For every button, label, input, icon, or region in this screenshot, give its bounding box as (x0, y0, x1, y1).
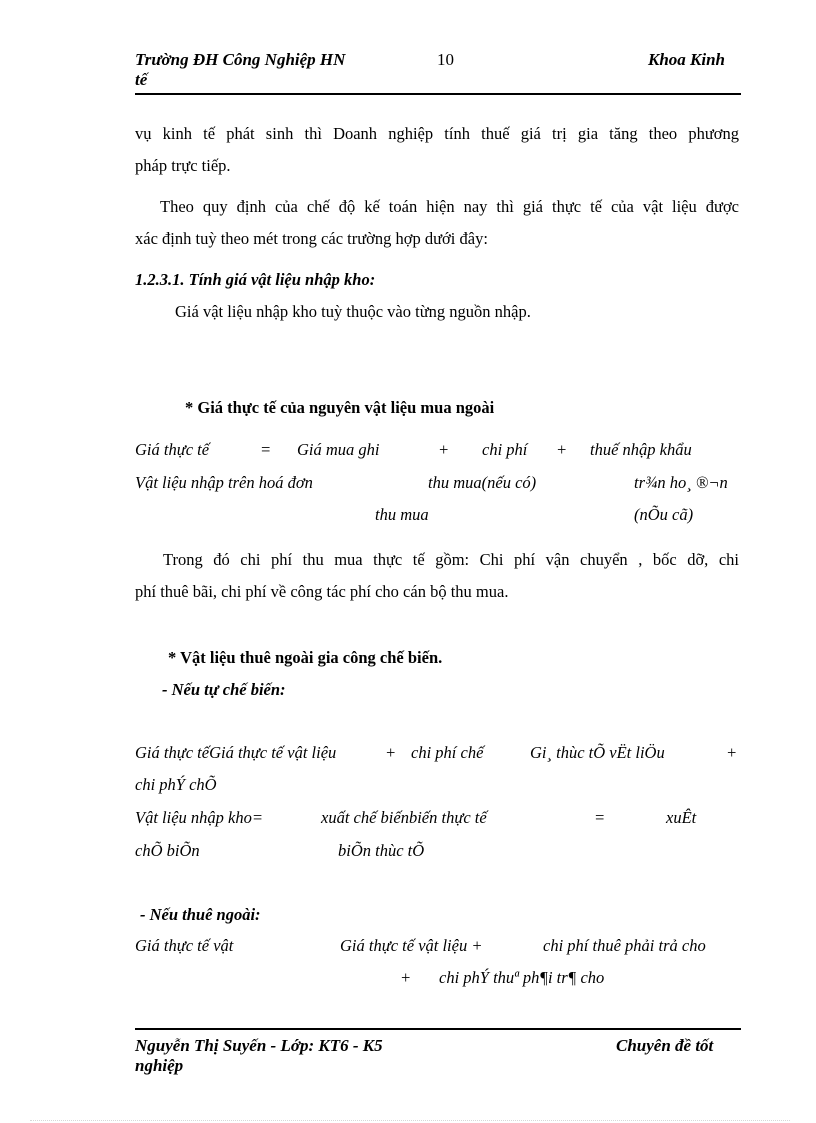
f2-d2: biÕn thùc tÕ (338, 841, 425, 860)
f1-a7: thuế nhập khẩu (590, 440, 692, 459)
f1-b1: Vật liệu nhập trên hoá đơn (135, 473, 313, 492)
f1-a3: Giá mua ghi (297, 440, 380, 459)
f2-c2: xuất chế biếnbiến thực tế (321, 808, 487, 827)
sub2b-title: - Nếu thuê ngoài: (140, 905, 261, 924)
page-bottom-edge (30, 1120, 790, 1121)
page-number: 10 (437, 50, 454, 69)
sub1-title: * Giá thực tế của nguyên vật liệu mua ngoài (185, 398, 495, 417)
f1-c1: thu mua (375, 505, 429, 524)
f2-d1: chÕ biÕn (135, 841, 200, 860)
para1-line2: pháp trực tiếp. (135, 156, 231, 175)
f3-a3: chi phí thuê phải trả cho (543, 936, 706, 955)
f1-c2: (nÕu cã) (634, 505, 694, 524)
sub2-title: * Vật liệu thuê ngoài gia công chế biến. (168, 648, 443, 667)
f2-a4: Gi¸ thùc tÕ vËt liÖu (530, 743, 665, 762)
f1-a1: Giá thực tế (135, 440, 210, 459)
header-continuation: tế (135, 70, 148, 89)
f1-b2: thu mua(nếu có) (428, 473, 537, 492)
f2-a5: + (726, 743, 738, 762)
f2-c4: xuÊt (666, 808, 697, 827)
f2-a3: chi phí chế (411, 743, 484, 762)
para2-line2: xác định tuỳ theo mét trong các trường hợp dưới đây: (135, 229, 488, 248)
footer-continuation: nghiệp (135, 1056, 184, 1075)
f3-a2: Giá thực tế vật liệu + (340, 936, 483, 955)
f1-a2: = (260, 440, 272, 459)
f1-a5: chi phí (482, 440, 528, 459)
f2-b1: chi phÝ chÕ (135, 775, 217, 794)
header-school: Trường ĐH Công Nghiệp HN (135, 50, 346, 69)
para3: Giá vật liệu nhập kho tuỳ thuộc vào từng nguồn nhập. (175, 302, 531, 321)
f2-c3: = (594, 808, 606, 827)
f1-a6: + (556, 440, 568, 459)
f3-b2: chi phÝ thuª ph¶i tr¶ cho (439, 968, 605, 987)
footer-author: Nguyễn Thị Suyến - Lớp: KT6 - K5 (135, 1036, 383, 1055)
f2-a1: Giá thực tếGiá thực tế vật liệu (135, 743, 337, 762)
f3-b1: + (400, 968, 412, 987)
para2-line1: Theo quy định của chế độ kế toán hiện nay thì giá thực tế của vật liệu được (160, 197, 739, 216)
f1-b3: tr¾n ho¸ ®¬n (634, 473, 728, 492)
footer-rule (135, 1028, 741, 1030)
f2-a2: + (385, 743, 397, 762)
para4-line1: Trong đó chi phí thu mua thực tế gồm: Chi phí vận chuyển , bốc dỡ, chi (163, 550, 739, 569)
para1-line1: vụ kinh tế phát sinh thì Doanh nghiệp tính thuế giá trị gia tăng theo phương (135, 124, 739, 143)
f3-a1: Giá thực tế vật (135, 936, 234, 955)
sub2a-title: - Nếu tự chế biến: (162, 680, 286, 699)
section-heading: 1.2.3.1. Tính giá vật liệu nhập kho: (135, 270, 376, 289)
header-rule (135, 93, 741, 95)
header-faculty: Khoa Kinh (648, 50, 726, 69)
para4-line2: phí thuê bãi, chi phí về công tác phí cho cán bộ thu mua. (135, 582, 509, 601)
f1-a4: + (438, 440, 450, 459)
f2-c1: Vật liệu nhập kho= (135, 808, 263, 827)
footer-title: Chuyên đề tốt (616, 1036, 714, 1055)
